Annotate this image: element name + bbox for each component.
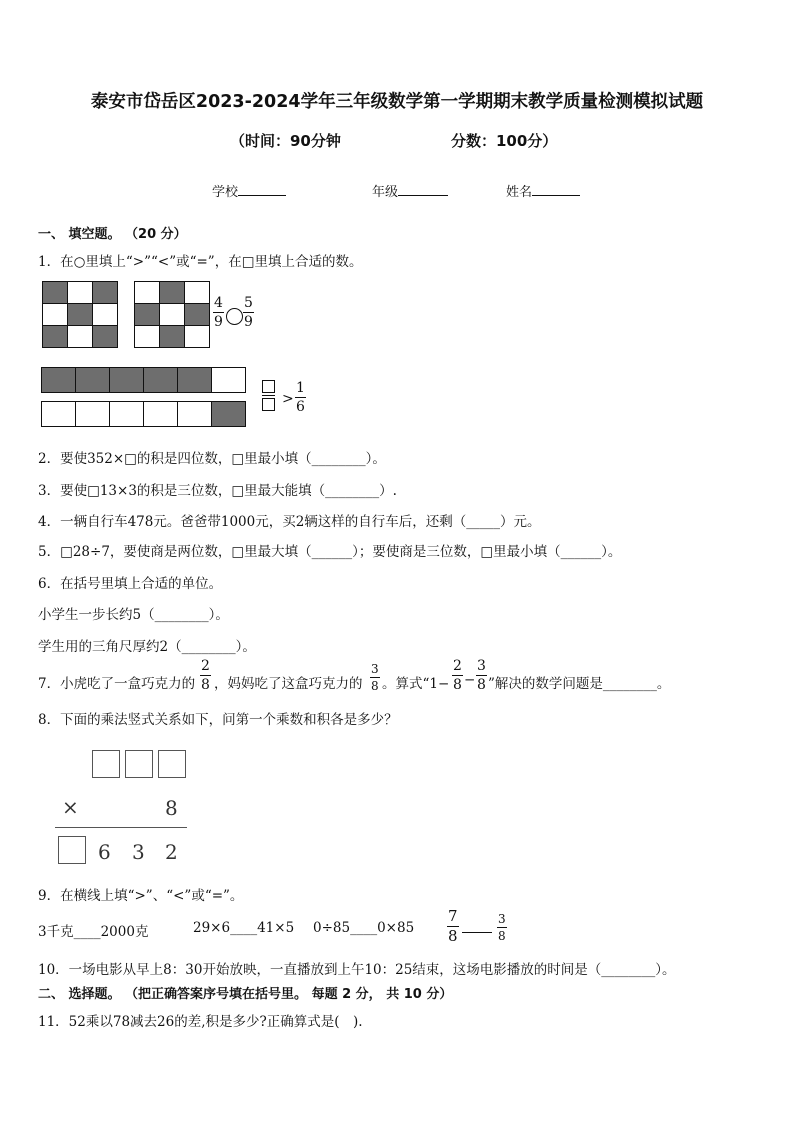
greater-than-sign: >	[282, 391, 294, 407]
q5-text: 5．□28÷7，要使商是两位数，□里最大填（______）；要使商是三位数，□里最小填（______）。	[38, 544, 622, 560]
fraction-3-8-c: 3 8	[498, 912, 506, 943]
fraction-2-8-b: 2 8	[453, 658, 462, 693]
q9-b: 29×6____41×5	[193, 920, 295, 936]
exam-score: 分数：100分）	[451, 132, 558, 150]
vertical-calc-line	[55, 827, 187, 828]
exam-time: （时间：90分钟	[230, 132, 341, 150]
grade-label: 年级	[372, 185, 399, 200]
q7-part4: ”解决的数学问题是________。	[488, 676, 671, 692]
product-box[interactable]	[58, 836, 86, 864]
page-title: 泰安市岱岳区2023-2024学年三年级数学第一学期期末教学质量检测模拟试题	[90, 92, 704, 112]
q9-a: 3千克____2000克	[38, 924, 149, 940]
fraction-1-6: 1 6	[296, 380, 305, 415]
q7-part2: ，妈妈吃了这盒巧克力的	[214, 676, 363, 692]
school-label: 学校	[212, 185, 239, 200]
q9-d-blank[interactable]	[462, 932, 492, 933]
fraction-3-8-b: 3 8	[477, 658, 486, 693]
q7-part3: 。算式“1−	[382, 676, 450, 692]
q7-part1: 7．小虎吃了一盒巧克力的	[38, 676, 196, 692]
section-2-title: 二、 选择题。 （把正确答案序号填在括号里。 每题 2 分， 共 10 分）	[38, 987, 453, 1002]
section-1-title: 一、 填空题。 （20 分）	[38, 227, 187, 242]
multiplicand-box-2[interactable]	[125, 750, 153, 778]
checker-grid-right	[134, 281, 210, 348]
multiplicand-box-3[interactable]	[158, 750, 186, 778]
minus-sign: −	[464, 672, 476, 688]
q1-text: 1．在○里填上“>”“<”或“=”，在□里填上合适的数。	[38, 254, 363, 270]
q9-c: 0÷85____0×85	[313, 920, 415, 936]
school-field[interactable]	[212, 181, 286, 200]
fraction-7-8: 7 8	[448, 907, 458, 945]
q6-text: 6．在括号里填上合适的单位。	[38, 576, 223, 592]
q6-a: 小学生一步长约5（________）。	[38, 607, 229, 623]
q9-text: 9．在横线上填“>”、“<”或“=”。	[38, 888, 244, 904]
product-digit-3: 3	[132, 840, 145, 864]
q3-text: 3．要使□13×3的积是三位数，□里最大能填（________）.	[38, 483, 397, 499]
q2-text: 2．要使352×□的积是四位数，□里最小填（________）。	[38, 451, 386, 467]
q8-text: 8．下面的乘法竖式关系如下，问第一个乘数和积各是多少？	[38, 712, 398, 728]
checker-grid-left	[42, 281, 118, 348]
product-digit-2: 2	[165, 840, 178, 864]
name-label: 姓名	[506, 185, 533, 200]
fraction-3-8-a: 3 8	[371, 662, 379, 693]
product-digit-6: 6	[98, 840, 111, 864]
bar-bottom	[41, 401, 246, 427]
times-sign: ×	[62, 795, 79, 819]
multiplier-digit: 8	[165, 796, 178, 820]
fraction-blank-boxes[interactable]	[262, 380, 275, 411]
name-field[interactable]	[506, 181, 580, 200]
multiplicand-box-1[interactable]	[92, 750, 120, 778]
q11-text: 11．52乘以78减去26的差,积是多少?正确算式是( ).	[38, 1014, 363, 1030]
fraction-4-9: 4 9	[214, 295, 223, 330]
bar-top	[41, 367, 246, 393]
q10-text: 10．一场电影从早上8：30开始放映，一直播放到上午10：25结束，这场电影播放的时间是（________）。	[38, 962, 676, 978]
fraction-2-8: 2 8	[201, 658, 210, 693]
q4-text: 4．一辆自行车478元。爸爸带1000元，买2辆这样的自行车后，还剩（_____）元。	[38, 514, 541, 530]
grade-field[interactable]	[372, 181, 448, 200]
q6-b: 学生用的三角尺厚约2（________）。	[38, 639, 256, 655]
compare-circle-blank[interactable]	[226, 308, 243, 325]
fraction-5-9: 5 9	[244, 295, 253, 330]
